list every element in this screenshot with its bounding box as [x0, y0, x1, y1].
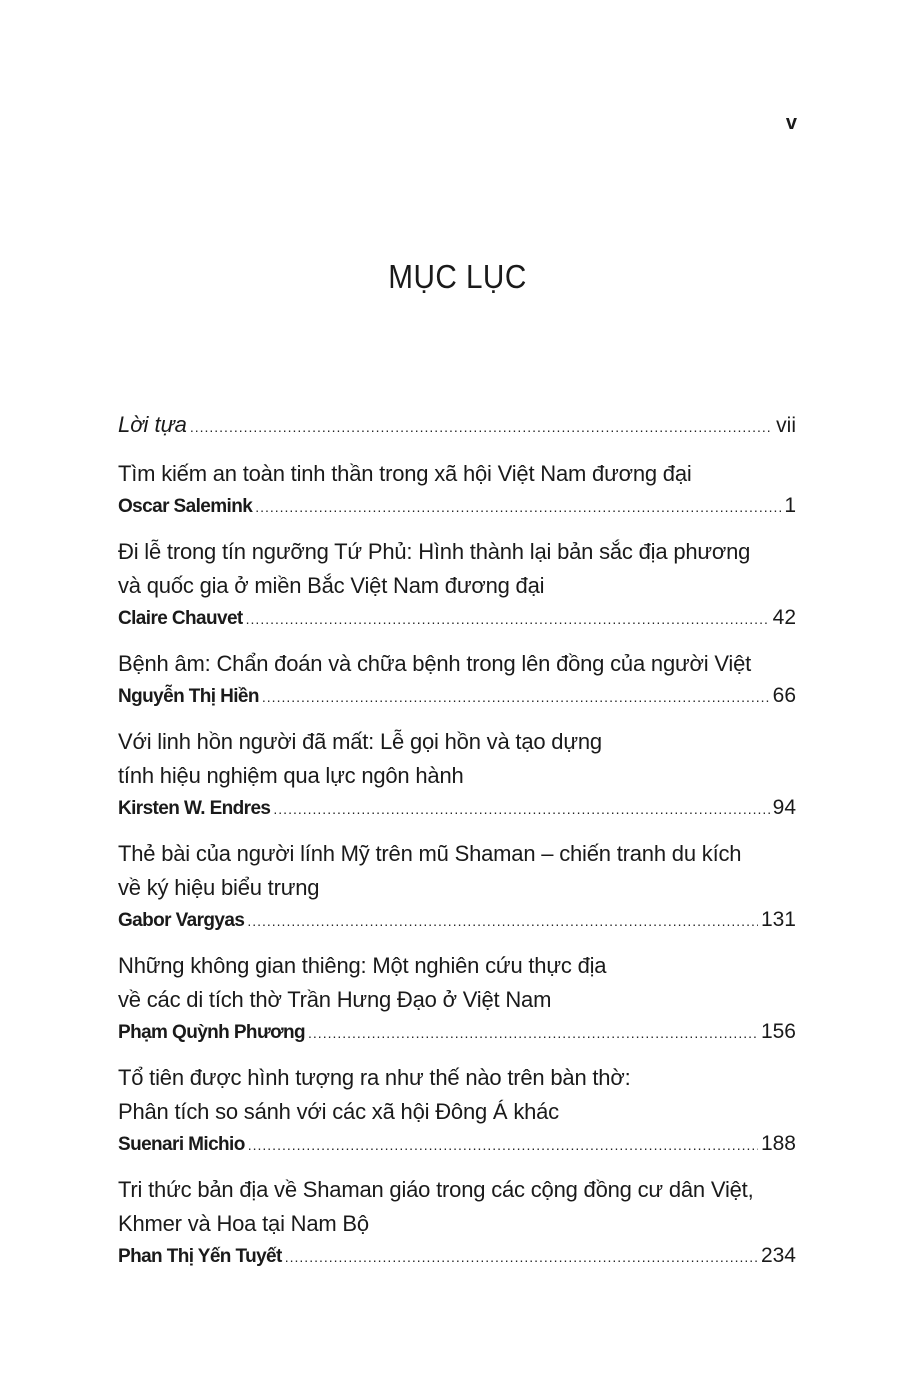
entry-page: 1 — [784, 494, 796, 517]
entry-title: Tìm kiếm an toàn tinh thần trong xã hội Việt Nam đương đại — [118, 461, 692, 486]
entry-page: 42 — [772, 606, 796, 629]
entry-title: Với linh hồn người đã mất: Lễ gọi hồn và tạo dựng — [118, 729, 602, 754]
entry-page: 156 — [760, 1020, 796, 1043]
entry-author: Claire Chauvet — [118, 608, 243, 629]
dot-leader — [255, 492, 781, 522]
entry-title: Tổ tiên được hình tượng ra như thế nào trên bàn thờ: — [118, 1065, 631, 1090]
entry-page: 188 — [760, 1132, 796, 1155]
entry-title: Tri thức bản địa về Shaman giáo trong các cộng đồng cư dân Việt, — [118, 1177, 754, 1202]
toc-entry[interactable] — [118, 1061, 796, 1160]
toc-entry[interactable] — [118, 949, 796, 1048]
dot-leader — [273, 794, 769, 824]
table-of-contents — [118, 408, 796, 1285]
entry-page: 66 — [772, 684, 796, 707]
dot-leader — [246, 604, 770, 634]
entry-page: 94 — [772, 796, 796, 819]
entry-author: Oscar Salemink — [118, 496, 253, 517]
entry-author: Kirsten W. Endres — [118, 798, 271, 819]
entry-title: Phân tích so sánh với các xã hội Đông Á khác — [118, 1099, 559, 1124]
entry-author: Gabor Vargyas — [118, 910, 245, 931]
dot-leader — [248, 1130, 758, 1160]
entry-title: về ký hiệu biểu trưng — [118, 875, 320, 900]
entry-page: 131 — [760, 908, 796, 931]
entry-title: Khmer và Hoa tại Nam Bộ — [118, 1211, 369, 1236]
dot-leader — [308, 1018, 758, 1048]
entry-author: Phạm Quỳnh Phương — [118, 1022, 306, 1043]
toc-entry-preface[interactable] — [118, 408, 796, 444]
entry-author: Nguyễn Thị Hiền — [118, 686, 259, 707]
entry-title: về các di tích thờ Trần Hưng Đạo ở Việt Nam — [118, 987, 552, 1012]
page-number: v — [785, 112, 797, 134]
entry-title: Những không gian thiêng: Một nghiên cứu thực địa — [118, 953, 607, 978]
entry-author: Phan Thị Yến Tuyết — [118, 1246, 282, 1267]
entry-page: 234 — [760, 1244, 796, 1267]
entry-author: Suenari Michio — [118, 1134, 245, 1155]
entry-page: vii — [776, 414, 796, 437]
page-title: MỤC LỤC — [388, 258, 527, 295]
toc-entry[interactable] — [118, 535, 796, 634]
dot-leader — [247, 906, 758, 936]
entry-title: Bệnh âm: Chẩn đoán và chữa bệnh trong lên đồng của người Việt — [118, 651, 752, 676]
entry-title: tính hiệu nghiệm qua lực ngôn hành — [118, 763, 464, 788]
toc-entry[interactable] — [118, 647, 796, 712]
entry-title: Lời tựa — [118, 412, 187, 437]
toc-entry[interactable] — [118, 725, 796, 824]
toc-entry[interactable] — [118, 1173, 796, 1272]
dot-leader — [190, 410, 773, 444]
toc-entry[interactable] — [118, 457, 796, 522]
toc-entry[interactable] — [118, 837, 796, 936]
entry-title: Đi lễ trong tín ngưỡng Tứ Phủ: Hình thành lại bản sắc địa phương — [118, 539, 751, 564]
entry-title: Thẻ bài của người lính Mỹ trên mũ Shaman – chiến tranh du kích — [118, 841, 742, 866]
entry-title: và quốc gia ở miền Bắc Việt Nam đương đại — [118, 573, 545, 598]
dot-leader — [285, 1242, 758, 1272]
dot-leader — [262, 682, 770, 712]
